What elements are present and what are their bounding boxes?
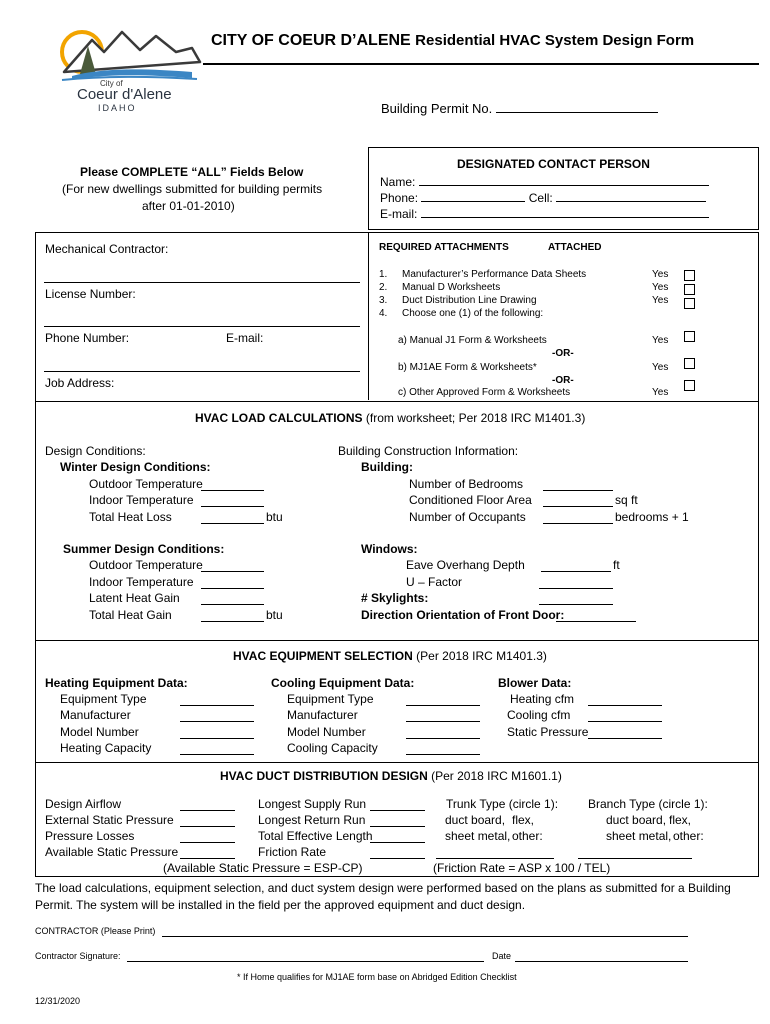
design-airflow-line[interactable] <box>180 810 235 811</box>
contractor-signature-label: Contractor Signature: <box>35 951 121 961</box>
option-yes-b: Yes <box>652 362 669 373</box>
heating-model-label: Model Number <box>60 725 139 739</box>
instructions-line2: (For new dwellings submitted for building permits <box>62 182 323 196</box>
load-heading <box>195 411 585 425</box>
duct-heading <box>220 769 562 783</box>
summer-heading: Summer Design Conditions: <box>63 542 225 556</box>
cooling-equipment-heading: Cooling Equipment Data: <box>271 676 415 690</box>
pressure-losses-label: Pressure Losses <box>45 829 135 843</box>
design-airflow-label: Design Airflow <box>45 797 122 811</box>
signature-date-label: Date <box>492 951 512 961</box>
instructions-line1: Please COMPLETE “ALL” Fields Below <box>80 165 304 179</box>
equipment-heading <box>233 649 547 663</box>
instructions-line3: after 01-01-2010) <box>142 199 235 213</box>
attachment-yes-3: Yes <box>652 295 669 306</box>
eave-line[interactable] <box>541 571 611 572</box>
or-separator-2: -OR- <box>552 375 574 386</box>
cooling-type-line[interactable] <box>406 705 480 706</box>
cooling-manufacturer-label: Manufacturer <box>287 708 358 722</box>
cooling-cfm-label: Cooling cfm <box>507 708 571 722</box>
duct-heading-bold: HVAC DUCT DISTRIBUTION DESIGN <box>220 769 428 783</box>
longest-supply-label: Longest Supply Run <box>258 797 367 811</box>
footnote: * If Home qualifies for MJ1AE form base on Abridged Edition Checklist <box>237 972 517 982</box>
trunk-duct-board[interactable]: duct board, <box>445 813 506 827</box>
cooling-capacity-label: Cooling Capacity <box>287 741 378 755</box>
contact-email-line <box>421 206 709 218</box>
mountain-logo-graphic <box>52 22 202 84</box>
windows-heading: Windows: <box>361 542 418 556</box>
total-heat-gain-label: Total Heat Gain <box>89 608 172 622</box>
contractor-email-label: E-mail: <box>226 331 264 345</box>
building-info-label: Building Construction Information: <box>338 444 519 458</box>
occupants-unit: bedrooms + 1 <box>615 510 689 524</box>
license-number-line[interactable] <box>44 326 360 327</box>
attachment-num-2: 2. <box>379 282 388 293</box>
title-rule <box>203 63 759 65</box>
ufactor-line[interactable] <box>539 588 613 589</box>
trunk-sheet-metal[interactable]: sheet metal, <box>445 829 511 843</box>
building-heading: Building: <box>361 460 413 474</box>
floor-area-label: Conditioned Floor Area <box>409 493 532 507</box>
latent-heat-gain-line[interactable] <box>201 604 264 605</box>
static-pressure-label: Static Pressure <box>507 725 589 739</box>
bedrooms-label: Number of Bedrooms <box>409 477 524 491</box>
attachment-text-2: Manual D Worksheets <box>402 282 501 293</box>
box-divider <box>368 232 369 400</box>
total-heat-loss-line[interactable] <box>201 523 264 524</box>
trunk-flex[interactable]: flex, <box>512 813 535 827</box>
contact-name-line <box>419 174 709 186</box>
contact-name-field[interactable] <box>380 174 709 189</box>
floor-area-unit: sq ft <box>615 493 638 507</box>
contact-email-label: E-mail: <box>380 207 418 221</box>
branch-other: other: <box>673 829 704 843</box>
total-heat-loss-label: Total Heat Loss <box>89 510 172 524</box>
load-heading-rest: (from worksheet; Per 2018 IRC M1401.3) <box>365 411 586 425</box>
license-number-label: License Number: <box>45 287 136 301</box>
longest-return-line[interactable] <box>370 826 425 827</box>
or-separator-1: -OR- <box>552 348 574 359</box>
attachment-checkbox-1[interactable] <box>684 270 695 281</box>
option-checkbox-a[interactable] <box>684 331 695 342</box>
blower-heading: Blower Data: <box>498 676 572 690</box>
contact-phone-line <box>421 190 525 202</box>
certification-statement-line2: Permit. The system will be installed in the field per the approved equipment and duct design. <box>35 898 526 912</box>
winter-heading: Winter Design Conditions: <box>60 460 211 474</box>
building-permit-label: Building Permit No. <box>381 101 493 116</box>
equipment-heading-rest: (Per 2018 IRC M1401.3) <box>416 649 547 663</box>
branch-flex[interactable]: flex, <box>669 813 692 827</box>
contractor-attachments-box <box>35 232 759 402</box>
option-checkbox-c[interactable] <box>684 380 695 391</box>
attachment-text-4: Choose one (1) of the following: <box>402 308 544 319</box>
summer-outdoor-label: Outdoor Temperature <box>89 558 203 572</box>
cooling-model-line[interactable] <box>406 738 480 739</box>
heating-type-line[interactable] <box>180 705 254 706</box>
city-logo <box>52 22 202 117</box>
option-yes-c: Yes <box>652 387 669 398</box>
building-permit-field[interactable] <box>381 101 658 116</box>
duct-heading-rest: (Per 2018 IRC M1601.1) <box>431 769 562 783</box>
option-yes-a: Yes <box>652 335 669 346</box>
winter-outdoor-line[interactable] <box>201 490 264 491</box>
cooling-model-label: Model Number <box>287 725 366 739</box>
attachment-text-1: Manufacturer’s Performance Data Sheets <box>402 269 587 280</box>
contractor-print-line[interactable] <box>162 936 688 937</box>
trunk-other: other: <box>512 829 543 843</box>
orientation-line[interactable] <box>556 621 636 622</box>
summer-outdoor-line[interactable] <box>201 571 264 572</box>
heat-gain-unit: btu <box>266 608 283 622</box>
attached-heading: ATTACHED <box>548 242 602 253</box>
heating-type-label: Equipment Type <box>60 692 147 706</box>
design-conditions-label: Design Conditions: <box>45 444 146 458</box>
logo-state-text: IDAHO <box>98 103 137 113</box>
total-effective-label: Total Effective Length <box>258 829 373 843</box>
winter-indoor-line[interactable] <box>201 506 264 507</box>
cooling-cfm-line[interactable] <box>588 721 662 722</box>
cooling-capacity-line[interactable] <box>406 754 480 755</box>
contact-name-label: Name: <box>380 175 416 189</box>
attachment-num-3: 3. <box>379 295 388 306</box>
heating-capacity-line[interactable] <box>180 754 254 755</box>
summer-indoor-line[interactable] <box>201 588 264 589</box>
eave-label: Eave Overhang Depth <box>406 558 525 572</box>
attachment-yes-2: Yes <box>652 282 669 293</box>
contact-email-field[interactable] <box>380 206 709 221</box>
contractor-print-label: CONTRACTOR (Please Print) <box>35 926 156 936</box>
contact-cell-line <box>556 190 706 202</box>
contractor-phone-email-line[interactable] <box>44 371 360 372</box>
avail-static-line[interactable] <box>180 858 235 859</box>
heating-equipment-heading: Heating Equipment Data: <box>45 676 188 690</box>
attachment-num-1: 1. <box>379 269 388 280</box>
title-bold: CITY OF COEUR D’ALENE <box>211 32 411 49</box>
page-title <box>211 31 694 50</box>
ufactor-label: U – Factor <box>406 575 463 589</box>
option-text-a: a) Manual J1 Form & Worksheets <box>398 335 547 346</box>
cooling-manufacturer-line[interactable] <box>406 721 480 722</box>
winter-outdoor-label: Outdoor Temperature <box>89 477 203 491</box>
mechanical-contractor-label: Mechanical Contractor: <box>45 242 169 256</box>
logo-name-text: Coeur d'Alene <box>77 86 172 103</box>
attachments-heading: REQUIRED ATTACHMENTS <box>379 242 509 253</box>
attachment-num-4: 4. <box>379 308 388 319</box>
skylights-label: # Skylights: <box>361 591 429 605</box>
trunk-type-label: Trunk Type (circle 1): <box>446 797 559 811</box>
avail-static-label: Available Static Pressure <box>45 845 179 859</box>
branch-duct-board[interactable]: duct board, <box>606 813 667 827</box>
eave-unit: ft <box>613 558 620 572</box>
winter-indoor-label: Indoor Temperature <box>89 493 194 507</box>
pressure-losses-line[interactable] <box>180 842 235 843</box>
skylights-line[interactable] <box>539 604 613 605</box>
title-rest: Residential HVAC System Design Form <box>415 32 695 49</box>
friction-rate-line[interactable] <box>370 858 425 859</box>
heating-model-line[interactable] <box>180 738 254 739</box>
branch-other-line[interactable] <box>578 858 692 859</box>
bedrooms-line[interactable] <box>543 490 613 491</box>
contact-phone-field[interactable] <box>380 190 706 205</box>
contact-cell-label: Cell: <box>528 191 553 205</box>
total-heat-gain-line[interactable] <box>201 621 264 622</box>
friction-rate-label: Friction Rate <box>258 845 327 859</box>
heat-loss-unit: btu <box>266 510 283 524</box>
static-pressure-line[interactable] <box>588 738 662 739</box>
attachment-text-3: Duct Distribution Line Drawing <box>402 295 537 306</box>
friction-rate-formula: (Friction Rate = ASP x 100 / TEL) <box>433 861 611 875</box>
contact-heading: DESIGNATED CONTACT PERSON <box>457 157 650 171</box>
occupants-line[interactable] <box>543 523 613 524</box>
option-text-c: c) Other Approved Form & Worksheets <box>398 387 571 398</box>
heating-cfm-line[interactable] <box>588 705 662 706</box>
summer-indoor-label: Indoor Temperature <box>89 575 194 589</box>
ext-static-line[interactable] <box>180 826 235 827</box>
avail-static-formula: (Available Static Pressure = ESP-CP) <box>163 861 363 875</box>
mechanical-contractor-line[interactable] <box>44 282 360 283</box>
job-address-label: Job Address: <box>45 376 115 390</box>
branch-type-label: Branch Type (circle 1): <box>588 797 708 811</box>
floor-area-line[interactable] <box>543 506 613 507</box>
ext-static-label: External Static Pressure <box>45 813 174 827</box>
load-heading-bold: HVAC LOAD CALCULATIONS <box>195 411 363 425</box>
signature-date-line[interactable] <box>515 961 688 962</box>
heating-manufacturer-line[interactable] <box>180 721 254 722</box>
option-text-b: b) MJ1AE Form & Worksheets* <box>398 362 537 373</box>
longest-return-label: Longest Return Run <box>258 813 366 827</box>
latent-heat-gain-label: Latent Heat Gain <box>89 591 180 605</box>
attachment-checkbox-2[interactable] <box>684 284 695 295</box>
building-permit-line <box>496 101 658 113</box>
attachment-checkbox-3[interactable] <box>684 298 695 309</box>
contractor-phone-label: Phone Number: <box>45 331 130 345</box>
attachment-yes-1: Yes <box>652 269 669 280</box>
heating-manufacturer-label: Manufacturer <box>60 708 131 722</box>
trunk-other-line[interactable] <box>436 858 554 859</box>
occupants-label: Number of Occupants <box>409 510 526 524</box>
branch-sheet-metal[interactable]: sheet metal, <box>606 829 672 843</box>
contractor-signature-line[interactable] <box>127 961 484 962</box>
cooling-type-label: Equipment Type <box>287 692 374 706</box>
heating-capacity-label: Heating Capacity <box>60 741 152 755</box>
certification-statement-line1: The load calculations, equipment selection, and duct system design were performed based on the plans as submitted for a Building <box>35 881 731 895</box>
equipment-heading-bold: HVAC EQUIPMENT SELECTION <box>233 649 413 663</box>
revision-date: 12/31/2020 <box>35 996 81 1006</box>
longest-supply-line[interactable] <box>370 810 425 811</box>
contact-phone-label: Phone: <box>380 191 419 205</box>
heating-cfm-label: Heating cfm <box>510 692 575 706</box>
orientation-label: Direction Orientation of Front Door: <box>361 608 565 622</box>
option-checkbox-b[interactable] <box>684 358 695 369</box>
total-effective-line[interactable] <box>370 842 425 843</box>
logo-city-text: City of <box>100 79 123 88</box>
